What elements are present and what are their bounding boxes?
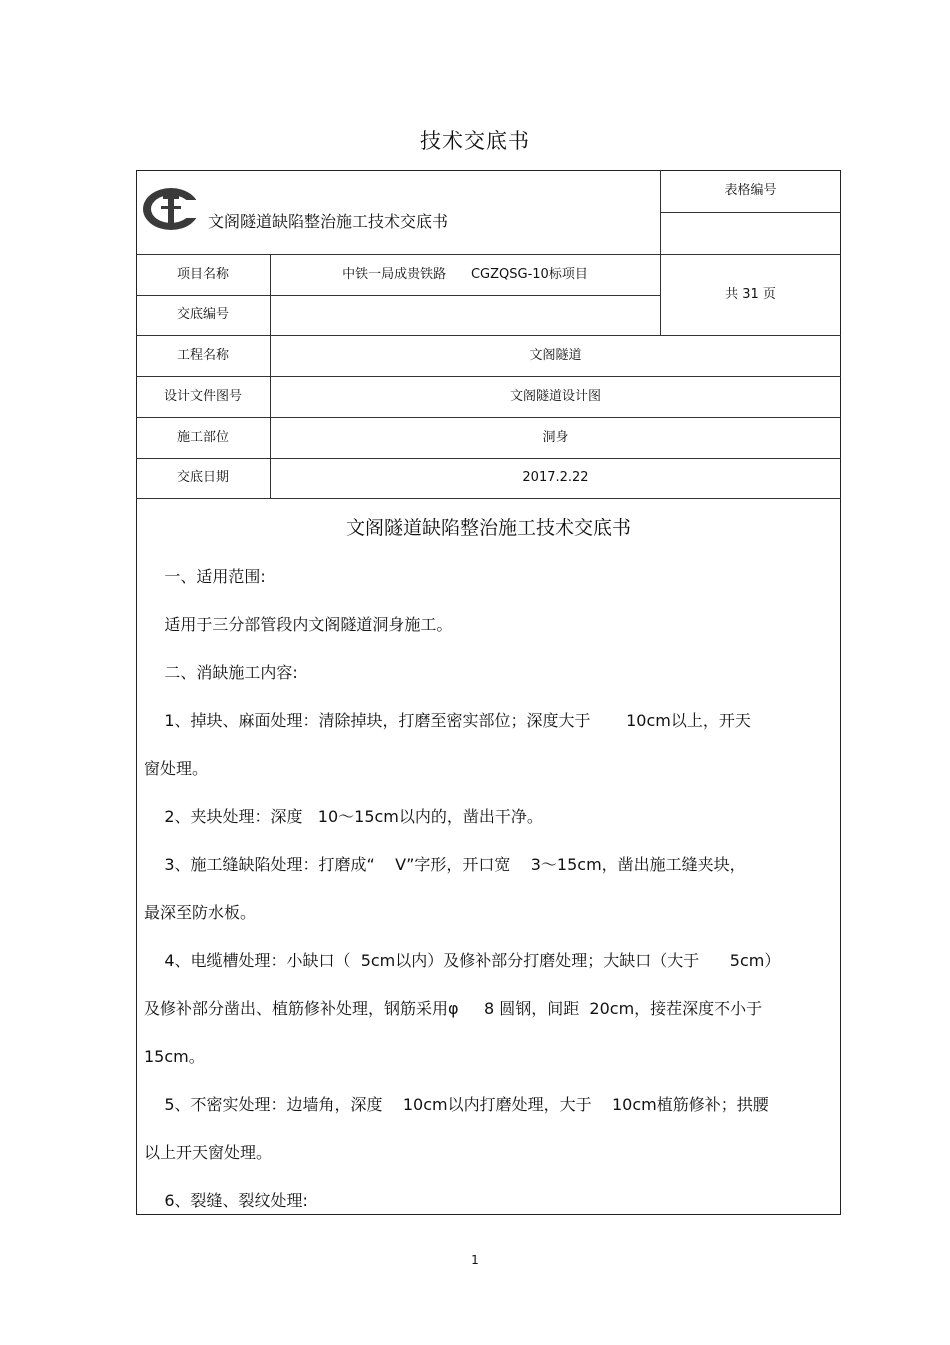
work-name-label: 工程名称 [176,347,229,363]
disclosure-date-value: 2017.2.22 [522,470,589,485]
form-number-value [660,212,841,254]
disclosure-date-label: 交底日期 [176,470,229,485]
content-line: 5、不密实处理：边墙角，深度 10cm以内打磨处理，大于 10cm植筋修补；拱腰 [144,1095,769,1114]
content-line: 最深至防水板。 [144,903,257,922]
page-number: 1 [471,1253,479,1267]
content-line: 1、掉块、麻面处理：清除掉块，打磨至密实部位；深度大于 10cm以上，开天 [144,711,751,730]
disclosure-number-label: 交底编号 [176,307,229,322]
disclosure-number-value [270,295,660,335]
company-logo-icon [141,186,203,232]
page-count: 共 31 页 [725,286,776,302]
project-name-value: 中铁一局成贵铁路 CGZQSG-10标项目 [342,266,588,282]
content-line: 2、夹块处理：深度 10～15cm以内的，凿出干净。 [144,807,543,826]
content-title: 文阁隧道缺陷整治施工技术交底书 [345,517,631,539]
content-line: 窗处理。 [144,759,209,778]
content-line: 6、裂缝、裂纹处理: [144,1191,308,1210]
document-title: 技术交底书 [420,129,530,153]
design-drawing-value: 文阁隧道设计图 [509,388,601,404]
header-document-name: 文阁隧道缺陷整治施工技术交底书 [208,212,449,231]
construction-part-value: 洞身 [542,429,569,445]
design-drawing-label: 设计文件图号 [163,388,242,404]
content-line: 二、消缺施工内容: [144,663,298,682]
content-line: 4、电缆槽处理：小缺口（ 5cm以内）及修补部分打磨处理；大缺口（大于 5cm） [144,951,781,970]
project-name-label: 项目名称 [176,266,229,282]
content-line: 一、适用范围: [144,567,266,586]
form-number-label: 表格编号 [724,183,777,198]
content-line: 以上开天窗处理。 [144,1143,273,1162]
content-line: 15cm。 [144,1047,205,1066]
grid-line [136,498,841,499]
content-line: 及修补部分凿出、植筋修补处理，钢筋采用φ 8 圆钢，间距 20cm，接茬深度不小于 [144,999,763,1018]
content-line: 3、施工缝缺陷处理：打磨成“ V”字形，开口宽 3～15cm，凿出施工缝夹块， [144,855,746,874]
content-line: 适用于三分部管段内文阁隧道洞身施工。 [144,615,453,634]
work-name-value: 文阁隧道 [529,347,582,363]
construction-part-label: 施工部位 [176,429,229,445]
